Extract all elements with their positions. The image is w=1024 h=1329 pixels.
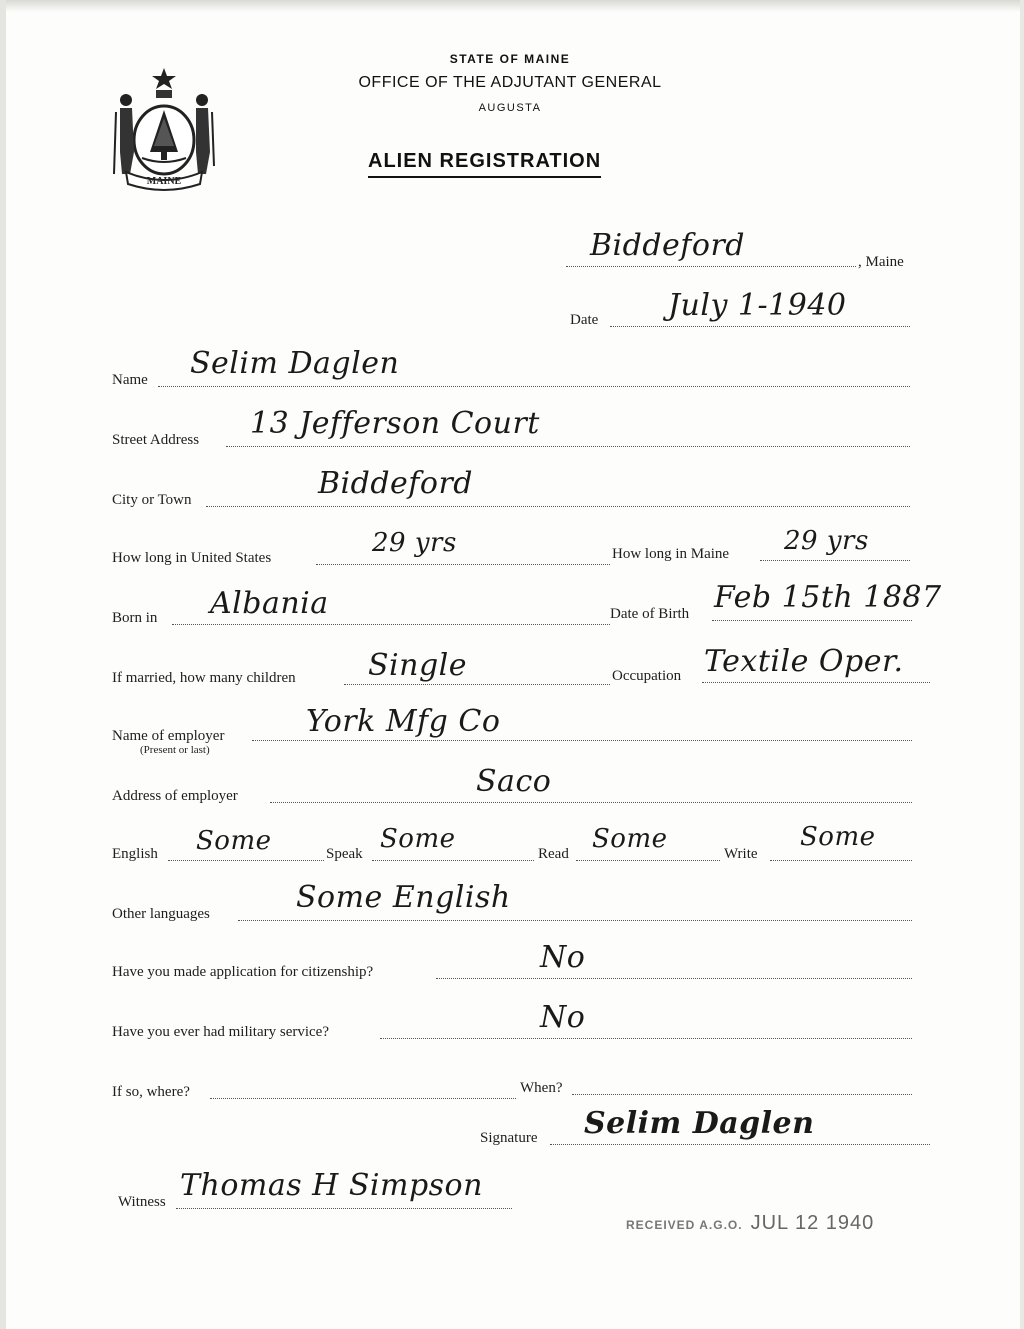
read-value: Some (592, 824, 668, 854)
other-languages-label: Other languages (112, 906, 210, 922)
city-value: Biddeford (318, 466, 474, 501)
where-line (210, 1098, 516, 1099)
how-long-us-line (316, 564, 610, 565)
witness-value: Thomas H Simpson (180, 1168, 483, 1203)
children-label: If married, how many children (112, 670, 296, 686)
header-city: AUGUSTA (478, 102, 542, 114)
place-line (566, 266, 856, 267)
read-label: Read (538, 846, 569, 862)
signature-label: Signature (480, 1130, 538, 1146)
employer-line (252, 740, 912, 741)
children-line (344, 684, 610, 685)
name-value: Selim Daglen (190, 346, 400, 381)
name-line (158, 386, 910, 387)
other-languages-line (238, 920, 912, 921)
date-label: Date (570, 312, 599, 328)
seal-banner-text: MAINE (146, 176, 182, 187)
military-value: No (540, 1000, 586, 1035)
occupation-line (702, 682, 930, 683)
received-stamp-label: RECEIVED A.G.O. (626, 1218, 743, 1232)
occupation-value: Textile Oper. (704, 644, 904, 679)
citizenship-label: Have you made application for citizenship? (112, 964, 374, 980)
born-in-value: Albania (210, 586, 329, 621)
how-long-us-label: How long in United States (112, 550, 272, 566)
speak-value: Some (380, 824, 456, 854)
speak-label: Speak (326, 846, 363, 862)
scan-edge-top (0, 0, 1024, 12)
when-label: When? (520, 1080, 563, 1096)
write-label: Write (724, 846, 758, 862)
employer-address-value: Saco (476, 764, 552, 799)
city-label: City or Town (112, 492, 192, 508)
when-line (572, 1094, 912, 1095)
write-line (770, 860, 912, 861)
english-label: English (112, 846, 158, 862)
city-line (206, 506, 910, 507)
name-label: Name (112, 372, 148, 388)
speak-line (372, 860, 534, 861)
signature-line (550, 1144, 930, 1145)
signature-value: Selim Daglen (584, 1106, 815, 1141)
received-stamp-date: JUL 12 1940 (750, 1212, 875, 1234)
street-label: Street Address (112, 432, 200, 448)
date-value: July 1-1940 (668, 288, 847, 323)
how-long-maine-value: 29 yrs (784, 526, 869, 556)
born-in-line (172, 624, 610, 625)
write-value: Some (800, 822, 876, 852)
received-stamp (626, 1212, 874, 1235)
dob-line (712, 620, 912, 621)
street-line (226, 446, 910, 447)
dob-label: Date of Birth (610, 606, 690, 622)
english-value: Some (196, 826, 272, 856)
maine-seal-icon (112, 62, 216, 192)
english-line (168, 860, 324, 861)
read-line (576, 860, 720, 861)
scan-edge-right (1020, 0, 1024, 1329)
place-value: Biddeford (590, 228, 746, 263)
employer-address-line (270, 802, 912, 803)
how-long-maine-label: How long in Maine (612, 546, 730, 562)
scan-edge-left (0, 0, 6, 1329)
street-value: 13 Jefferson Court (250, 406, 540, 441)
citizenship-line (436, 978, 912, 979)
occupation-label: Occupation (612, 668, 682, 684)
employer-label: Name of employer (112, 728, 225, 744)
form-title: ALIEN REGISTRATION (368, 150, 601, 178)
dob-value: Feb 15th 1887 (714, 580, 942, 615)
maine-label: , Maine (858, 254, 904, 270)
military-line (380, 1038, 912, 1039)
header-state: STATE OF MAINE (449, 52, 571, 66)
children-value: Single (368, 648, 468, 683)
witness-line (176, 1208, 512, 1209)
citizenship-value: No (540, 940, 586, 975)
how-long-us-value: 29 yrs (372, 528, 457, 558)
employer-address-label: Address of employer (112, 788, 238, 804)
date-line (610, 326, 910, 327)
military-label: Have you ever had military service? (112, 1024, 329, 1040)
header-office: OFFICE OF THE ADJUTANT GENERAL (358, 74, 662, 91)
employer-sublabel: (Present or last) (140, 744, 210, 756)
born-in-label: Born in (112, 610, 158, 626)
how-long-maine-line (760, 560, 910, 561)
other-languages-value: Some English (296, 880, 511, 915)
where-label: If so, where? (112, 1084, 190, 1100)
employer-value: York Mfg Co (306, 704, 501, 739)
witness-label: Witness (118, 1194, 166, 1210)
